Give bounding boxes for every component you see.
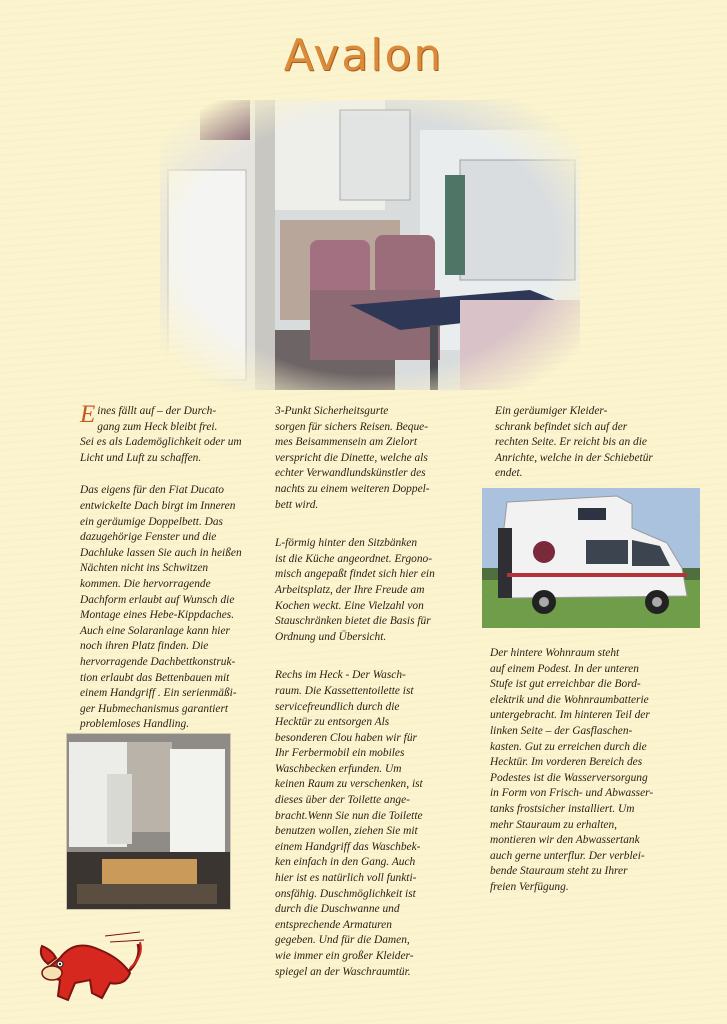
camper-exterior-photo	[482, 488, 700, 628]
paragraph: Rechs im Heck - Der Wasch- raum. Die Kassettentoilette ist servicefreundlich durch die Hecktür zu entsorgen Als besonderen Clou haben wir für Ihr Ferbermobil ein mobiles Waschbecken erfunden. Um keinen Raum zu verschenken, ist dieses über der Toilette ange- bracht.Wenn Sie nun die Toilette benutzen wollen, ziehen Sie mit einem Handgriff das Waschbek- ken einfach in den Gang. Auch hier ist es natürlich voll funkti- onsfähig. Duschmöglichkeit ist durch die Duschwanne und entsprechende Armaturen gegeben. Und für die Damen, wie immer ein großer Kleider- spiegel an der Waschraumtür.	[275, 669, 423, 978]
text-column-1	[80, 401, 280, 750]
text-column-2	[275, 404, 475, 997]
paragraph: L-förmig hinter den Sitzbänken ist die Küche angeordnet. Ergono- misch angepaßt findet sich hier ein Arbeitsplatz, der Ihre Freude am Kochen weckt. Eine Vielzahl von Stauschränken bietet die Basis für Ordnung und Übersicht.	[275, 537, 435, 643]
text-column-3	[495, 404, 700, 499]
drop-cap: E	[80, 401, 96, 428]
paragraph: 3-Punkt Sicherheitsgurte sorgen für sichers Reisen. Beque- mes Beisammensein am Zielort verspricht die Dinette, welche als echter Verwandlundskünstler des nachts zu einem weiteren Doppel- bett wird.	[275, 405, 430, 511]
paragraph: Der hintere Wohnraum steht auf einem Podest. In der unteren Stufe ist gut erreichbar die Bord- elektrik und die Wohnraumbatterie untergebracht. Im hinteren Teil der linken Seite – der Gasflaschen- kasten. Gut zu erreichen durch die Hecktür. Im vorderen Bereich des Podestes ist die Wasserversorgung in Form von Frisch- und Abwasser- tanks frostsicher installiert. Um mehr Stauraum zu erhalten, montieren wir den Abwassertank auch gerne unterflur. Der verblei- bende Stauraum steht zu Ihrer freien Verfügung.	[490, 647, 654, 893]
paragraph: Das eigens für den Fiat Ducato entwickelte Dach birgt im Inneren ein geräumige Doppelbett. Das dazugehörige Fenster und die Dachluke lassen Sie auch in heißen Nächten nicht ins Schwitzen kommen. Die hervorragende Dachform erlaubt auf Wunsch die Montage eines Hebe-Kippdaches. Auch eine Solaranlage kann hier noch ihren Platz finden. Die hervorragende Dachbettkonstruk- tion erlaubt das Bettenbauen mit einem Handgriff . Ein serienmäßi- ger Hubmechanismus garantiert problemloses Handling.	[80, 484, 242, 731]
interior-photo	[160, 100, 580, 390]
paragraph: E ines fällt auf – der Durch- gang zum Heck bleibt frei. Sei es als Lademöglichkeit oder um Licht und Luft zu schaffen.	[80, 401, 242, 464]
dog-mascot-icon	[30, 928, 150, 1008]
paragraph: Ein geräumiger Kleider- schrank befindet sich auf der rechten Seite. Er reicht bis an die Anrichte, welche in der Schiebetür endet.	[495, 405, 653, 480]
page-title: Avalon	[283, 30, 444, 81]
text-column-3-lower	[490, 646, 700, 913]
rear-storage-photo	[66, 733, 231, 910]
